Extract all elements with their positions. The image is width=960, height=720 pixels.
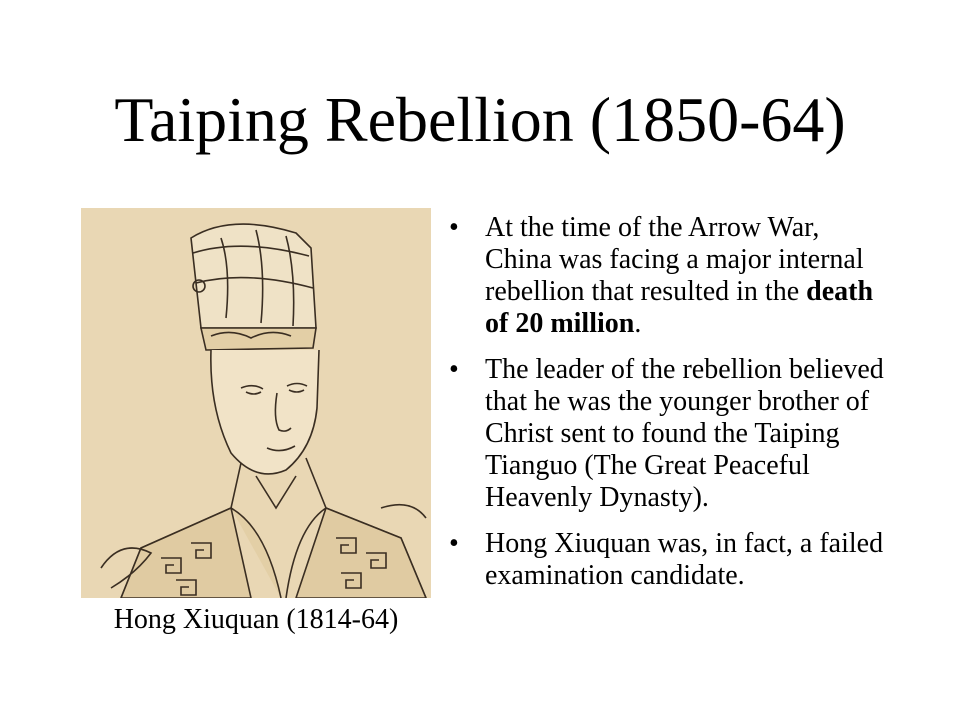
bullet-list: [447, 212, 887, 606]
bullet-item: [447, 212, 887, 340]
bullet-text: The leader of the rebellion believed that he was the younger brother of Christ sent to found the Taiping Tianguo (The Great Peaceful Heavenly Dynasty).: [485, 354, 884, 513]
bullet-text-end: .: [634, 308, 642, 339]
portrait-caption: Hong Xiuquan (1814-64): [113, 604, 399, 635]
portrait-image: [81, 208, 431, 598]
slide-title: Taiping Rebellion (1850-64): [114, 84, 846, 155]
bullet-text: At the time of the Arrow War, China was facing a major internal rebellion that resulted in the: [485, 212, 864, 307]
bullet-icon: •: [449, 528, 459, 559]
bullet-item: [447, 528, 887, 592]
portrait-engraving: [81, 208, 431, 598]
bullet-icon: •: [449, 212, 459, 243]
bullet-icon: •: [449, 354, 459, 385]
bullet-text: Hong Xiuquan was, in fact, a failed examination candidate.: [485, 528, 884, 591]
bullet-bold-text: death of 20 million: [485, 276, 874, 339]
bullet-item: [447, 354, 887, 514]
